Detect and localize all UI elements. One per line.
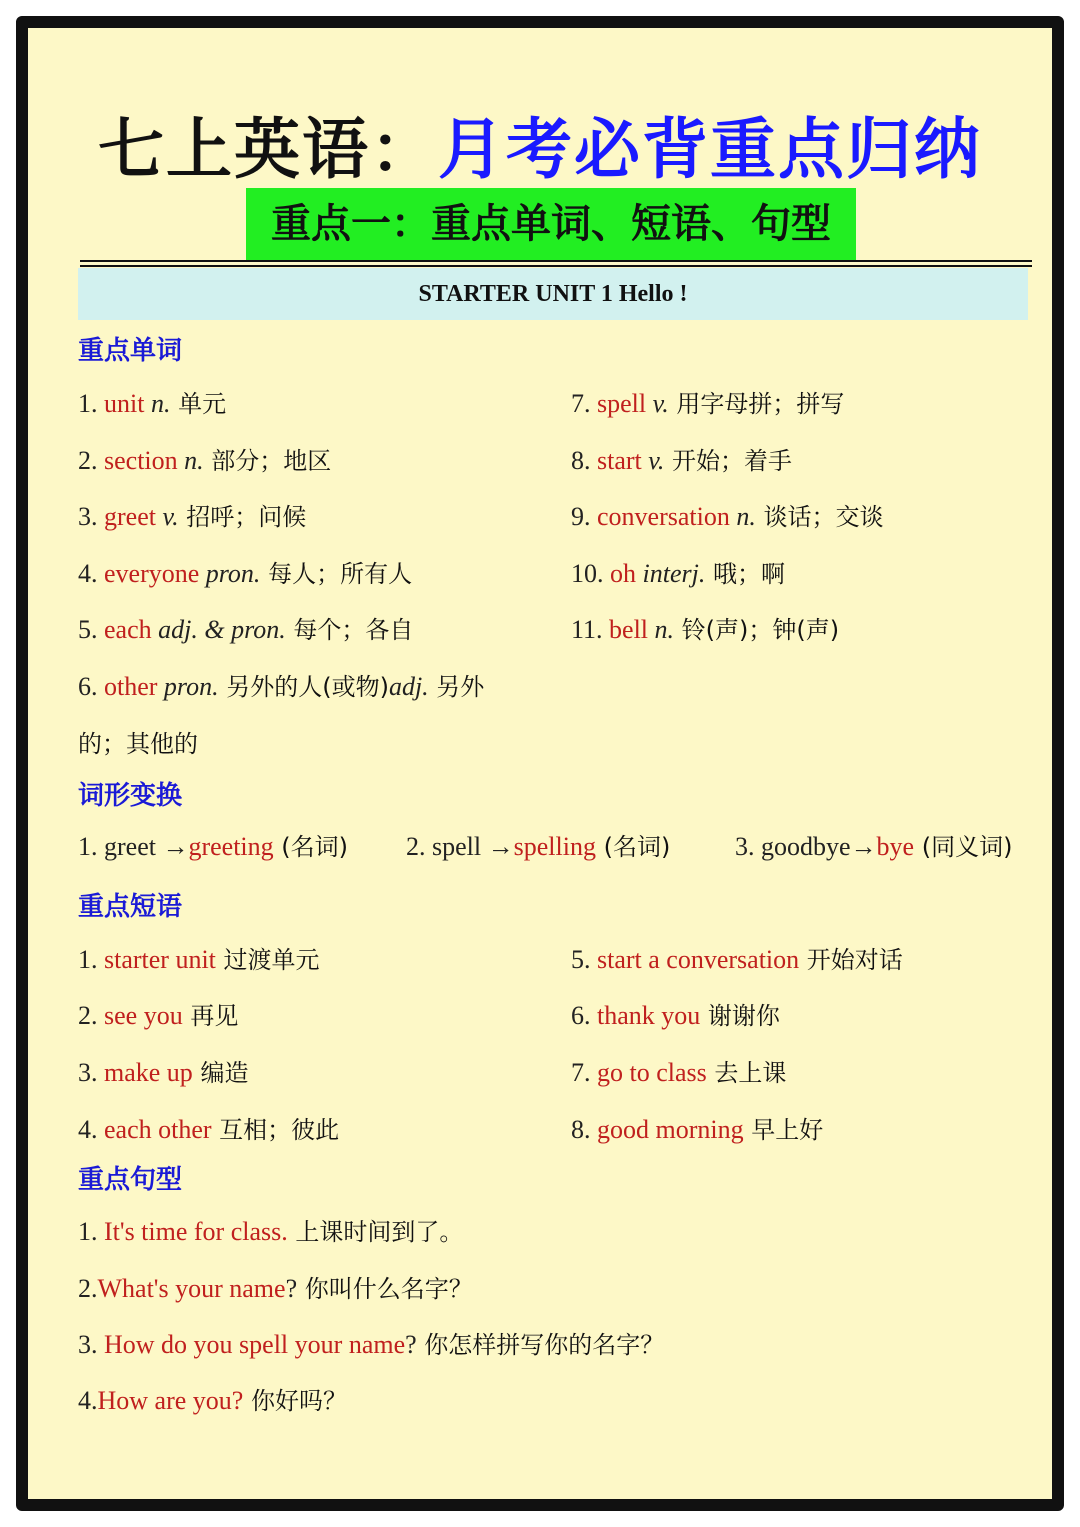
unit-title-bar: STARTER UNIT 1 Hello ! bbox=[78, 268, 1028, 320]
sentence-item bbox=[78, 1272, 473, 1306]
word-chinese: 部分；地区 bbox=[203, 447, 332, 475]
page-title bbox=[28, 96, 1052, 191]
phrase-chinese: 谢谢你 bbox=[700, 1002, 780, 1030]
part-of-speech: v. bbox=[641, 446, 665, 475]
word-chinese: 每个；各自 bbox=[285, 616, 414, 644]
sentence-english: How are you? bbox=[97, 1386, 244, 1415]
word-chinese: 用字母拼；拼写 bbox=[668, 390, 845, 418]
part-of-speech: adj. & pron. bbox=[151, 615, 286, 644]
word-english: bell bbox=[609, 615, 649, 644]
word-item-continuation bbox=[78, 727, 198, 761]
phrase-chinese: 互相；彼此 bbox=[211, 1116, 340, 1144]
sentence-item bbox=[78, 1215, 463, 1249]
phrase-item bbox=[78, 943, 320, 977]
word-item bbox=[571, 500, 883, 534]
phrase-item bbox=[78, 1056, 248, 1090]
item-number: 9. bbox=[571, 502, 597, 531]
word-item bbox=[571, 387, 844, 421]
word-item bbox=[571, 557, 785, 591]
section-subtitle: 重点一：重点单词、短语、句型 bbox=[246, 188, 856, 260]
word-english: unit bbox=[104, 389, 145, 418]
item-number: 5. bbox=[571, 945, 597, 974]
part-of-speech: pron. bbox=[199, 559, 261, 588]
item-number: 4. bbox=[78, 1386, 98, 1415]
item-number: 7. bbox=[571, 1058, 597, 1087]
item-number: 2. bbox=[78, 446, 104, 475]
item-number: 7. bbox=[571, 389, 597, 418]
form-note: (名词) bbox=[273, 833, 349, 861]
phrase-item bbox=[571, 943, 903, 977]
word-item bbox=[78, 557, 412, 591]
word-form-item bbox=[78, 830, 348, 864]
word-chinese: 谈话；交谈 bbox=[755, 503, 884, 531]
word-forms-heading: 词形变换 bbox=[78, 781, 183, 811]
phrase-english: make up bbox=[104, 1058, 193, 1087]
form-note: (同义词) bbox=[914, 833, 1013, 861]
item-number: 5. bbox=[78, 615, 104, 644]
word-english: section bbox=[104, 446, 178, 475]
phrase-english: each other bbox=[104, 1115, 212, 1144]
sentence-chinese: 你好吗？ bbox=[243, 1387, 347, 1415]
divider-line bbox=[80, 260, 1032, 262]
item-number: 2. bbox=[78, 1274, 98, 1303]
sentence-chinese: 你叫什么名字？ bbox=[297, 1275, 473, 1303]
phrase-item bbox=[571, 999, 780, 1033]
word-form-item bbox=[406, 830, 670, 864]
sentence-punctuation: ? bbox=[285, 1274, 298, 1303]
sentence-english: How do you spell your name bbox=[104, 1330, 406, 1359]
derived-word: spelling bbox=[513, 832, 596, 861]
word-item bbox=[78, 613, 413, 647]
phrase-item bbox=[78, 999, 238, 1033]
item-number: 8. bbox=[571, 1115, 597, 1144]
sentence-english: It's time for class. bbox=[104, 1217, 288, 1246]
sentence-punctuation: ? bbox=[405, 1330, 417, 1359]
word-chinese: 招呼；问候 bbox=[178, 503, 307, 531]
word-chinese: 每人；所有人 bbox=[260, 560, 413, 588]
item-number: 10. bbox=[571, 559, 610, 588]
item-number: 11. bbox=[571, 615, 610, 644]
item-number: 6. bbox=[571, 1001, 597, 1030]
word-item bbox=[571, 613, 839, 647]
phrase-item bbox=[78, 1113, 339, 1147]
part-of-speech: n. bbox=[144, 389, 171, 418]
word-chinese: 单元 bbox=[170, 390, 227, 418]
item-number: 1. bbox=[78, 1217, 104, 1246]
part-of-speech: v. bbox=[646, 389, 669, 418]
form-note: (名词) bbox=[595, 833, 671, 861]
phrase-chinese: 去上课 bbox=[706, 1059, 787, 1087]
word-item bbox=[78, 670, 484, 704]
phrase-english: go to class bbox=[597, 1058, 707, 1087]
phrase-english: starter unit bbox=[104, 945, 216, 974]
word-chinese: 开始；着手 bbox=[664, 447, 793, 475]
phrases-heading: 重点短语 bbox=[78, 892, 183, 922]
sentence-item bbox=[78, 1384, 347, 1418]
phrase-english: start a conversation bbox=[597, 945, 800, 974]
base-word: 1. greet → bbox=[78, 832, 189, 861]
part-of-speech: pron. bbox=[157, 672, 219, 701]
item-number: 6. bbox=[78, 672, 104, 701]
part-of-speech: n. bbox=[177, 446, 204, 475]
word-english: everyone bbox=[104, 559, 200, 588]
item-number: 8. bbox=[571, 446, 597, 475]
phrase-chinese: 再见 bbox=[182, 1002, 239, 1030]
base-word: 2. spell → bbox=[406, 832, 514, 861]
word-chinese: 的；其他的 bbox=[78, 730, 198, 758]
item-number: 2. bbox=[78, 1001, 104, 1030]
derived-word: bye bbox=[876, 832, 915, 861]
sentence-chinese: 你怎样拼写你的名字？ bbox=[416, 1331, 665, 1359]
sentences-heading: 重点句型 bbox=[78, 1165, 183, 1195]
sentence-item bbox=[78, 1328, 664, 1362]
phrase-english: good morning bbox=[597, 1115, 744, 1144]
derived-word: greeting bbox=[188, 832, 274, 861]
phrase-english: thank you bbox=[597, 1001, 701, 1030]
word-chinese: 另外的人(或物) bbox=[218, 673, 389, 701]
title-part-2: 月考必背重点归纳 bbox=[438, 111, 982, 188]
phrase-chinese: 早上好 bbox=[743, 1116, 824, 1144]
word-english: oh bbox=[610, 559, 636, 588]
part-of-speech: interj. bbox=[636, 559, 706, 588]
word-chinese: 哦；啊 bbox=[705, 560, 785, 588]
base-word: 3. goodbye→ bbox=[735, 832, 877, 861]
part-of-speech: n. bbox=[648, 615, 675, 644]
words-heading: 重点单词 bbox=[78, 336, 183, 366]
item-number: 4. bbox=[78, 1115, 104, 1144]
word-chinese: 铃(声)；钟(声) bbox=[674, 616, 840, 644]
phrase-item bbox=[571, 1056, 786, 1090]
part-of-speech: adj. bbox=[388, 672, 429, 701]
word-english: greet bbox=[104, 502, 156, 531]
phrase-item bbox=[571, 1113, 823, 1147]
word-english: other bbox=[104, 672, 158, 701]
title-part-1: 七上英语： bbox=[98, 111, 438, 188]
item-number: 3. bbox=[78, 1330, 104, 1359]
word-chinese: 另外 bbox=[428, 673, 485, 701]
item-number: 4. bbox=[78, 559, 104, 588]
item-number: 3. bbox=[78, 502, 104, 531]
part-of-speech: v. bbox=[155, 502, 179, 531]
word-form-item bbox=[735, 830, 1012, 864]
word-item bbox=[78, 444, 331, 478]
word-item bbox=[571, 444, 792, 478]
phrase-chinese: 过渡单元 bbox=[215, 946, 320, 974]
item-number: 3. bbox=[78, 1058, 104, 1087]
document-page bbox=[16, 16, 1064, 1511]
item-number: 1. bbox=[78, 945, 104, 974]
word-item bbox=[78, 387, 226, 421]
divider-line bbox=[80, 265, 1032, 267]
word-english: spell bbox=[597, 389, 647, 418]
word-english: start bbox=[597, 446, 642, 475]
sentence-english: What's your name bbox=[97, 1274, 286, 1303]
phrase-chinese: 开始对话 bbox=[799, 946, 903, 974]
sentence-chinese: 上课时间到了。 bbox=[287, 1218, 464, 1246]
phrase-chinese: 编造 bbox=[192, 1059, 249, 1087]
item-number: 1. bbox=[78, 389, 104, 418]
word-english: each bbox=[104, 615, 152, 644]
word-item bbox=[78, 500, 306, 534]
word-english: conversation bbox=[597, 502, 730, 531]
phrase-english: see you bbox=[104, 1001, 183, 1030]
part-of-speech: n. bbox=[729, 502, 756, 531]
